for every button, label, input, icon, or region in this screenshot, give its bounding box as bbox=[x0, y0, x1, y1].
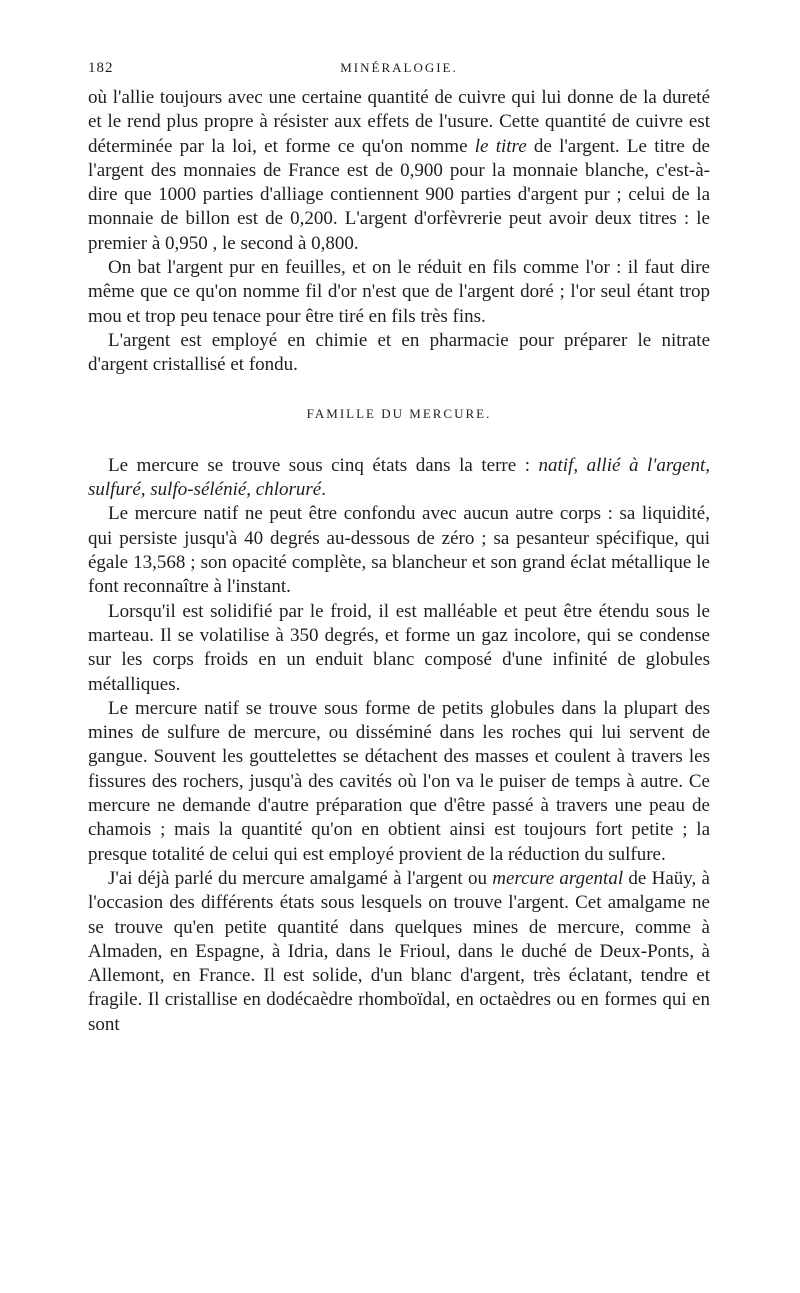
paragraph-silver-uses: L'argent est employé en chimie et en pharmacie pour préparer le nitrate d'argent cristallisé et fondu. bbox=[88, 329, 710, 376]
paragraph-silver-leaf: On bat l'argent pur en feuilles, et on le réduit en fils comme l'or : il faut dire même que ce qu'on nomme fil d'or n'est que de l'argent doré ; l'or seul étant trop mou et trop peu tenace pour être tiré en fils très fins. bbox=[88, 257, 710, 327]
body-text bbox=[88, 86, 710, 1037]
paragraph-alloy-title: où l'allie toujours avec une certaine quantité de cuivre qui lui donne de la dureté et le rend plus propre à résister aux effets de l'usure. Cette quantité de cuivre est déterminée par la loi, et forme ce qu'on nomme le titre de l'argent. Le titre de l'argent des monnaies de France est de 0,900 pour la monnaie blanche, c'est-à-dire que 1000 parties d'alliage contiennent 900 parties d'argent pur ; celui de la monnaie de billon est de 0,200. L'argent d'orfèvrerie peut avoir deux titres : le premier à 0,950 , le second à 0,800. bbox=[88, 87, 710, 254]
paragraph-mercury-states: Le mercure se trouve sous cinq états dans la terre : natif, allié à l'argent, sulfuré, sulfo-sélénié, chloruré. bbox=[88, 454, 710, 501]
paragraph-mercury-occurrence: Le mercure natif se trouve sous forme de petits globules dans la plupart des mines de sulfure de mercure, ou disséminé dans les roches qui lui servent de gangue. Souvent les gouttelettes se détachent des masses et coulent à travers les fissures des rochers, jusqu'à des cavités où l'on va le puiser de temps à autre. Ce mercure ne demande d'autre préparation que d'être passé à travers une peau de chamois ; mais la quantité qu'on en obtient ainsi est toujours fort petite ; la presque totalité de celui qui est employé provient de la réduction du sulfure. bbox=[88, 697, 710, 865]
section-heading: FAMILLE DU MERCURE. bbox=[306, 405, 492, 421]
paragraph-solidified-mercury: Lorsqu'il est solidifié par le froid, il est malléable et peut être étendu sous le marteau. Il se volatilise à 350 degrés, et forme un gaz incolore, qui se condense sur les corps froids en un enduit blanc composé d'une infinité de globules métalliques. bbox=[88, 600, 710, 695]
paragraph-mercury-amalgam: J'ai déjà parlé du mercure amalgamé à l'argent ou mercure argental de Haüy, à l'occasion des différents états sous lesquels on trouve l'argent. Cet amalgame ne se trouve qu'en petite quantité dans quelques mines de mercure, comme à Almaden, en Espagne, à Idria, dans le Frioul, dans le duché de Deux-Ponts, à Allemont, en France. Il est solide, d'un blanc d'argent, très éclatant, tendre et fragile. Il cristallise en dodécaèdre rhomboïdal, en octaèdres ou en formes qui en sont bbox=[88, 867, 710, 1035]
running-title: MINÉRALOGIE. bbox=[340, 60, 458, 75]
paragraph-native-mercury: Le mercure natif ne peut être confondu avec aucun autre corps : sa liquidité, qui persiste jusqu'à 40 degrés au-dessous de zéro ; sa pesanteur spécifique, qui égale 13,568 ; son opacité complète, sa blancheur et son grand éclat métallique le font reconnaître à l'instant. bbox=[88, 503, 710, 598]
running-head bbox=[88, 60, 710, 86]
book-page bbox=[88, 60, 710, 1037]
page-number: 182 bbox=[88, 60, 114, 76]
